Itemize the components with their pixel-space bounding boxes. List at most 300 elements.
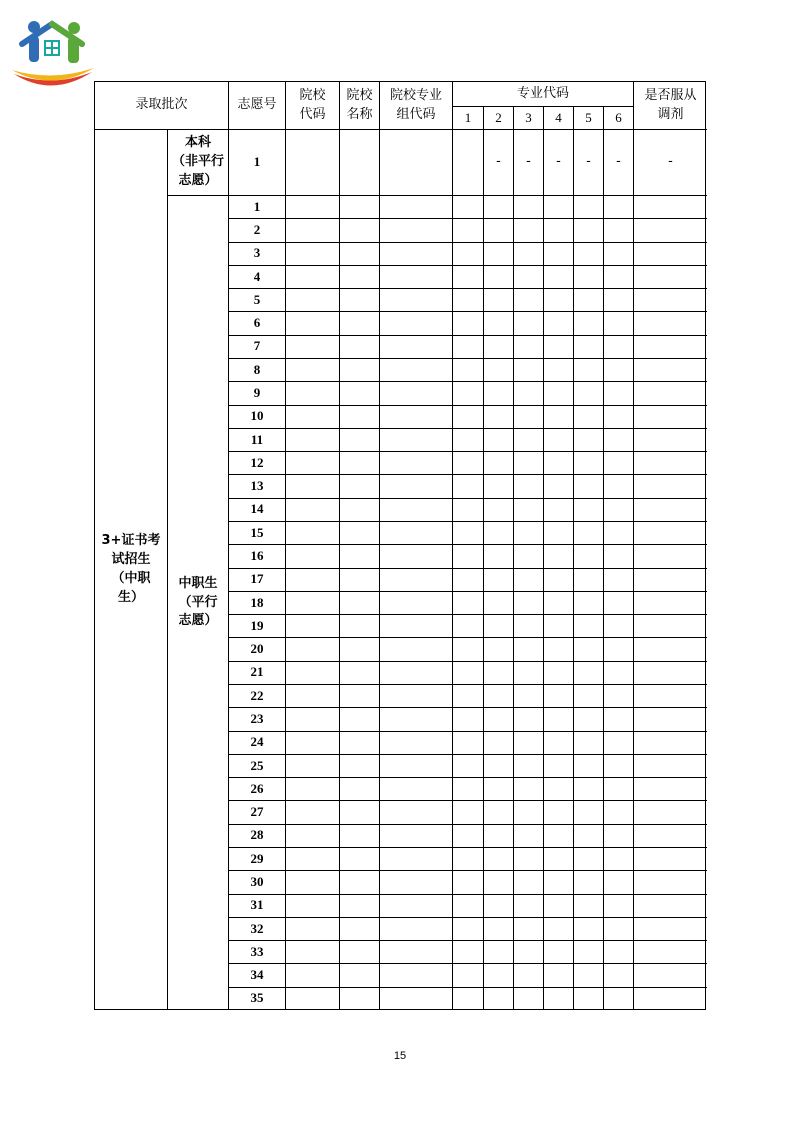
form-input-cell[interactable]: [285, 707, 339, 730]
form-input-cell[interactable]: [513, 614, 543, 637]
form-input-cell[interactable]: [603, 684, 633, 707]
form-input-cell[interactable]: [513, 521, 543, 544]
form-input-cell[interactable]: [573, 917, 603, 940]
form-input-cell[interactable]: [379, 311, 452, 334]
form-input-cell[interactable]: [603, 800, 633, 823]
form-input-cell[interactable]: [543, 800, 573, 823]
form-input-cell[interactable]: [603, 335, 633, 358]
form-input-cell[interactable]: [483, 800, 513, 823]
form-input-cell[interactable]: [603, 731, 633, 754]
form-input-cell[interactable]: [483, 544, 513, 567]
form-input-cell[interactable]: [603, 568, 633, 591]
form-input-cell[interactable]: [633, 242, 707, 265]
form-input-cell[interactable]: [633, 544, 707, 567]
form-input-cell[interactable]: [379, 265, 452, 288]
form-input-cell[interactable]: [285, 777, 339, 800]
form-input-cell[interactable]: [339, 474, 379, 497]
form-input-cell[interactable]: [483, 987, 513, 1010]
form-input-cell[interactable]: [452, 800, 483, 823]
form-input-cell[interactable]: [543, 288, 573, 311]
form-input-cell[interactable]: [513, 777, 543, 800]
form-input-cell[interactable]: [285, 824, 339, 847]
form-input-cell[interactable]: [285, 521, 339, 544]
form-input-cell[interactable]: [633, 754, 707, 777]
form-input-cell[interactable]: [543, 637, 573, 660]
form-input-cell[interactable]: [285, 358, 339, 381]
form-input-cell[interactable]: [543, 242, 573, 265]
form-input-cell[interactable]: [603, 428, 633, 451]
form-input-cell[interactable]: [513, 847, 543, 870]
form-input-cell[interactable]: [633, 498, 707, 521]
form-input-cell[interactable]: [573, 963, 603, 986]
form-input-cell[interactable]: [603, 288, 633, 311]
form-input-cell[interactable]: [452, 824, 483, 847]
form-input-cell[interactable]: [513, 335, 543, 358]
form-input-cell[interactable]: [543, 987, 573, 1010]
form-input-cell[interactable]: [452, 358, 483, 381]
form-input-cell[interactable]: [285, 917, 339, 940]
form-input-cell[interactable]: [483, 288, 513, 311]
form-input-cell[interactable]: [483, 870, 513, 893]
form-input-cell[interactable]: [513, 684, 543, 707]
form-input-cell[interactable]: [285, 568, 339, 591]
form-input-cell[interactable]: [573, 824, 603, 847]
form-input-cell[interactable]: [452, 777, 483, 800]
form-input-cell[interactable]: [379, 335, 452, 358]
form-input-cell[interactable]: [633, 731, 707, 754]
form-input-cell[interactable]: [633, 661, 707, 684]
form-input-cell[interactable]: [573, 847, 603, 870]
form-input-cell[interactable]: [452, 544, 483, 567]
form-input-cell[interactable]: [543, 381, 573, 404]
form-input-cell[interactable]: [483, 824, 513, 847]
form-input-cell[interactable]: [513, 754, 543, 777]
form-input-cell[interactable]: [483, 591, 513, 614]
form-input-cell[interactable]: [379, 917, 452, 940]
form-input-cell[interactable]: [483, 661, 513, 684]
form-input-cell[interactable]: [633, 218, 707, 241]
form-input-cell[interactable]: [573, 591, 603, 614]
form-input-cell[interactable]: [379, 591, 452, 614]
form-input-cell[interactable]: [379, 474, 452, 497]
form-input-cell[interactable]: [379, 218, 452, 241]
undergrad-input-cell[interactable]: [339, 129, 379, 195]
form-input-cell[interactable]: [339, 684, 379, 707]
form-input-cell[interactable]: [633, 288, 707, 311]
form-input-cell[interactable]: [285, 637, 339, 660]
form-input-cell[interactable]: [285, 684, 339, 707]
form-input-cell[interactable]: [633, 614, 707, 637]
form-input-cell[interactable]: [483, 847, 513, 870]
form-input-cell[interactable]: [452, 218, 483, 241]
form-input-cell[interactable]: [543, 568, 573, 591]
form-input-cell[interactable]: [483, 428, 513, 451]
form-input-cell[interactable]: [573, 661, 603, 684]
form-input-cell[interactable]: [452, 335, 483, 358]
form-input-cell[interactable]: [452, 754, 483, 777]
form-input-cell[interactable]: [339, 498, 379, 521]
form-input-cell[interactable]: [573, 335, 603, 358]
form-input-cell[interactable]: [285, 614, 339, 637]
form-input-cell[interactable]: [339, 917, 379, 940]
form-input-cell[interactable]: [452, 381, 483, 404]
form-input-cell[interactable]: [452, 451, 483, 474]
undergrad-input-cell[interactable]: [452, 129, 483, 195]
form-input-cell[interactable]: [513, 987, 543, 1010]
form-input-cell[interactable]: [633, 870, 707, 893]
form-input-cell[interactable]: [285, 870, 339, 893]
form-input-cell[interactable]: [452, 498, 483, 521]
form-input-cell[interactable]: [483, 614, 513, 637]
form-input-cell[interactable]: [633, 894, 707, 917]
form-input-cell[interactable]: [633, 591, 707, 614]
form-input-cell[interactable]: [285, 731, 339, 754]
form-input-cell[interactable]: [633, 195, 707, 218]
form-input-cell[interactable]: [339, 311, 379, 334]
form-input-cell[interactable]: [285, 381, 339, 404]
form-input-cell[interactable]: [379, 451, 452, 474]
form-input-cell[interactable]: [379, 731, 452, 754]
form-input-cell[interactable]: [452, 195, 483, 218]
form-input-cell[interactable]: [285, 218, 339, 241]
form-input-cell[interactable]: [339, 381, 379, 404]
form-input-cell[interactable]: [285, 451, 339, 474]
form-input-cell[interactable]: [483, 405, 513, 428]
form-input-cell[interactable]: [603, 358, 633, 381]
form-input-cell[interactable]: [285, 940, 339, 963]
form-input-cell[interactable]: [573, 870, 603, 893]
form-input-cell[interactable]: [452, 684, 483, 707]
form-input-cell[interactable]: [573, 521, 603, 544]
form-input-cell[interactable]: [633, 451, 707, 474]
form-input-cell[interactable]: [379, 521, 452, 544]
form-input-cell[interactable]: [339, 591, 379, 614]
form-input-cell[interactable]: [513, 195, 543, 218]
form-input-cell[interactable]: [513, 894, 543, 917]
form-input-cell[interactable]: [513, 963, 543, 986]
form-input-cell[interactable]: [285, 591, 339, 614]
form-input-cell[interactable]: [513, 242, 543, 265]
form-input-cell[interactable]: [483, 568, 513, 591]
form-input-cell[interactable]: [633, 265, 707, 288]
form-input-cell[interactable]: [603, 405, 633, 428]
form-input-cell[interactable]: [603, 847, 633, 870]
form-input-cell[interactable]: [543, 498, 573, 521]
form-input-cell[interactable]: [573, 754, 603, 777]
form-input-cell[interactable]: [285, 754, 339, 777]
form-input-cell[interactable]: [285, 311, 339, 334]
form-input-cell[interactable]: [452, 591, 483, 614]
form-input-cell[interactable]: [483, 381, 513, 404]
form-input-cell[interactable]: [543, 521, 573, 544]
form-input-cell[interactable]: [543, 335, 573, 358]
form-input-cell[interactable]: [339, 358, 379, 381]
form-input-cell[interactable]: [379, 195, 452, 218]
form-input-cell[interactable]: [379, 498, 452, 521]
form-input-cell[interactable]: [379, 824, 452, 847]
form-input-cell[interactable]: [603, 870, 633, 893]
form-input-cell[interactable]: [339, 195, 379, 218]
form-input-cell[interactable]: [452, 242, 483, 265]
form-input-cell[interactable]: [483, 358, 513, 381]
form-input-cell[interactable]: [483, 474, 513, 497]
form-input-cell[interactable]: [483, 894, 513, 917]
form-input-cell[interactable]: [513, 568, 543, 591]
form-input-cell[interactable]: [452, 265, 483, 288]
form-input-cell[interactable]: [285, 544, 339, 567]
form-input-cell[interactable]: [339, 800, 379, 823]
form-input-cell[interactable]: [543, 661, 573, 684]
form-input-cell[interactable]: [513, 218, 543, 241]
form-input-cell[interactable]: [339, 405, 379, 428]
form-input-cell[interactable]: [452, 568, 483, 591]
form-input-cell[interactable]: [633, 405, 707, 428]
form-input-cell[interactable]: [543, 405, 573, 428]
form-input-cell[interactable]: [483, 242, 513, 265]
form-input-cell[interactable]: [543, 894, 573, 917]
form-input-cell[interactable]: [285, 498, 339, 521]
form-input-cell[interactable]: [573, 218, 603, 241]
form-input-cell[interactable]: [573, 381, 603, 404]
form-input-cell[interactable]: [452, 870, 483, 893]
form-input-cell[interactable]: [543, 870, 573, 893]
form-input-cell[interactable]: [379, 568, 452, 591]
form-input-cell[interactable]: [483, 498, 513, 521]
form-input-cell[interactable]: [543, 358, 573, 381]
form-input-cell[interactable]: [573, 474, 603, 497]
form-input-cell[interactable]: [513, 731, 543, 754]
form-input-cell[interactable]: [573, 242, 603, 265]
form-input-cell[interactable]: [603, 614, 633, 637]
form-input-cell[interactable]: [483, 777, 513, 800]
form-input-cell[interactable]: [452, 894, 483, 917]
form-input-cell[interactable]: [452, 474, 483, 497]
form-input-cell[interactable]: [603, 661, 633, 684]
form-input-cell[interactable]: [285, 265, 339, 288]
form-input-cell[interactable]: [513, 288, 543, 311]
form-input-cell[interactable]: [543, 777, 573, 800]
form-input-cell[interactable]: [543, 963, 573, 986]
form-input-cell[interactable]: [339, 335, 379, 358]
form-input-cell[interactable]: [452, 731, 483, 754]
form-input-cell[interactable]: [543, 474, 573, 497]
form-input-cell[interactable]: [603, 218, 633, 241]
form-input-cell[interactable]: [513, 591, 543, 614]
form-input-cell[interactable]: [633, 987, 707, 1010]
form-input-cell[interactable]: [483, 265, 513, 288]
form-input-cell[interactable]: [603, 451, 633, 474]
form-input-cell[interactable]: [543, 311, 573, 334]
form-input-cell[interactable]: [452, 405, 483, 428]
form-input-cell[interactable]: [543, 218, 573, 241]
form-input-cell[interactable]: [573, 405, 603, 428]
form-input-cell[interactable]: [483, 707, 513, 730]
form-input-cell[interactable]: [379, 684, 452, 707]
form-input-cell[interactable]: [285, 987, 339, 1010]
form-input-cell[interactable]: [379, 288, 452, 311]
form-input-cell[interactable]: [339, 544, 379, 567]
form-input-cell[interactable]: [339, 963, 379, 986]
form-input-cell[interactable]: [633, 637, 707, 660]
form-input-cell[interactable]: [543, 824, 573, 847]
form-input-cell[interactable]: [483, 637, 513, 660]
form-input-cell[interactable]: [543, 428, 573, 451]
form-input-cell[interactable]: [633, 474, 707, 497]
form-input-cell[interactable]: [633, 335, 707, 358]
form-input-cell[interactable]: [339, 777, 379, 800]
form-input-cell[interactable]: [543, 917, 573, 940]
form-input-cell[interactable]: [573, 358, 603, 381]
form-input-cell[interactable]: [573, 707, 603, 730]
form-input-cell[interactable]: [513, 707, 543, 730]
form-input-cell[interactable]: [603, 242, 633, 265]
form-input-cell[interactable]: [543, 265, 573, 288]
form-input-cell[interactable]: [513, 265, 543, 288]
form-input-cell[interactable]: [633, 777, 707, 800]
form-input-cell[interactable]: [285, 800, 339, 823]
form-input-cell[interactable]: [452, 963, 483, 986]
form-input-cell[interactable]: [285, 405, 339, 428]
form-input-cell[interactable]: [285, 963, 339, 986]
form-input-cell[interactable]: [285, 474, 339, 497]
form-input-cell[interactable]: [573, 731, 603, 754]
form-input-cell[interactable]: [379, 614, 452, 637]
form-input-cell[interactable]: [483, 940, 513, 963]
form-input-cell[interactable]: [573, 195, 603, 218]
form-input-cell[interactable]: [573, 428, 603, 451]
form-input-cell[interactable]: [452, 614, 483, 637]
form-input-cell[interactable]: [543, 847, 573, 870]
form-input-cell[interactable]: [633, 847, 707, 870]
form-input-cell[interactable]: [285, 195, 339, 218]
form-input-cell[interactable]: [603, 637, 633, 660]
form-input-cell[interactable]: [513, 824, 543, 847]
form-input-cell[interactable]: [513, 498, 543, 521]
form-input-cell[interactable]: [603, 498, 633, 521]
form-input-cell[interactable]: [513, 405, 543, 428]
form-input-cell[interactable]: [379, 405, 452, 428]
form-input-cell[interactable]: [483, 311, 513, 334]
form-input-cell[interactable]: [379, 544, 452, 567]
form-input-cell[interactable]: [543, 591, 573, 614]
form-input-cell[interactable]: [603, 894, 633, 917]
form-input-cell[interactable]: [633, 568, 707, 591]
form-input-cell[interactable]: [452, 428, 483, 451]
form-input-cell[interactable]: [452, 661, 483, 684]
form-input-cell[interactable]: [513, 637, 543, 660]
form-input-cell[interactable]: [603, 824, 633, 847]
form-input-cell[interactable]: [513, 311, 543, 334]
form-input-cell[interactable]: [339, 451, 379, 474]
form-input-cell[interactable]: [483, 754, 513, 777]
form-input-cell[interactable]: [543, 195, 573, 218]
form-input-cell[interactable]: [513, 544, 543, 567]
form-input-cell[interactable]: [483, 218, 513, 241]
form-input-cell[interactable]: [379, 661, 452, 684]
form-input-cell[interactable]: [543, 544, 573, 567]
form-input-cell[interactable]: [633, 963, 707, 986]
form-input-cell[interactable]: [603, 963, 633, 986]
form-input-cell[interactable]: [573, 498, 603, 521]
form-input-cell[interactable]: [573, 288, 603, 311]
form-input-cell[interactable]: [633, 428, 707, 451]
form-input-cell[interactable]: [285, 847, 339, 870]
form-input-cell[interactable]: [339, 637, 379, 660]
form-input-cell[interactable]: [573, 544, 603, 567]
form-input-cell[interactable]: [379, 800, 452, 823]
form-input-cell[interactable]: [603, 311, 633, 334]
form-input-cell[interactable]: [573, 614, 603, 637]
form-input-cell[interactable]: [633, 824, 707, 847]
form-input-cell[interactable]: [603, 707, 633, 730]
form-input-cell[interactable]: [339, 568, 379, 591]
form-input-cell[interactable]: [513, 451, 543, 474]
form-input-cell[interactable]: [633, 917, 707, 940]
form-input-cell[interactable]: [483, 521, 513, 544]
form-input-cell[interactable]: [573, 777, 603, 800]
form-input-cell[interactable]: [452, 288, 483, 311]
form-input-cell[interactable]: [483, 335, 513, 358]
form-input-cell[interactable]: [573, 684, 603, 707]
form-input-cell[interactable]: [513, 381, 543, 404]
form-input-cell[interactable]: [603, 381, 633, 404]
form-input-cell[interactable]: [513, 358, 543, 381]
form-input-cell[interactable]: [339, 707, 379, 730]
form-input-cell[interactable]: [339, 614, 379, 637]
form-input-cell[interactable]: [603, 544, 633, 567]
form-input-cell[interactable]: [513, 917, 543, 940]
form-input-cell[interactable]: [339, 218, 379, 241]
form-input-cell[interactable]: [543, 940, 573, 963]
form-input-cell[interactable]: [573, 568, 603, 591]
form-input-cell[interactable]: [339, 265, 379, 288]
form-input-cell[interactable]: [379, 428, 452, 451]
form-input-cell[interactable]: [633, 940, 707, 963]
form-input-cell[interactable]: [483, 963, 513, 986]
form-input-cell[interactable]: [633, 358, 707, 381]
form-input-cell[interactable]: [379, 637, 452, 660]
form-input-cell[interactable]: [603, 521, 633, 544]
form-input-cell[interactable]: [573, 940, 603, 963]
form-input-cell[interactable]: [543, 451, 573, 474]
form-input-cell[interactable]: [633, 311, 707, 334]
form-input-cell[interactable]: [285, 242, 339, 265]
form-input-cell[interactable]: [339, 428, 379, 451]
form-input-cell[interactable]: [339, 521, 379, 544]
form-input-cell[interactable]: [379, 242, 452, 265]
form-input-cell[interactable]: [483, 195, 513, 218]
form-input-cell[interactable]: [339, 754, 379, 777]
form-input-cell[interactable]: [603, 591, 633, 614]
form-input-cell[interactable]: [285, 661, 339, 684]
form-input-cell[interactable]: [633, 707, 707, 730]
form-input-cell[interactable]: [543, 754, 573, 777]
form-input-cell[interactable]: [603, 917, 633, 940]
form-input-cell[interactable]: [483, 684, 513, 707]
form-input-cell[interactable]: [603, 987, 633, 1010]
form-input-cell[interactable]: [633, 800, 707, 823]
form-input-cell[interactable]: [513, 661, 543, 684]
form-input-cell[interactable]: [339, 288, 379, 311]
form-input-cell[interactable]: [339, 731, 379, 754]
form-input-cell[interactable]: [379, 894, 452, 917]
form-input-cell[interactable]: [633, 684, 707, 707]
form-input-cell[interactable]: [339, 824, 379, 847]
form-input-cell[interactable]: [573, 894, 603, 917]
form-input-cell[interactable]: [379, 870, 452, 893]
undergrad-input-cell[interactable]: [379, 129, 452, 195]
form-input-cell[interactable]: [452, 707, 483, 730]
